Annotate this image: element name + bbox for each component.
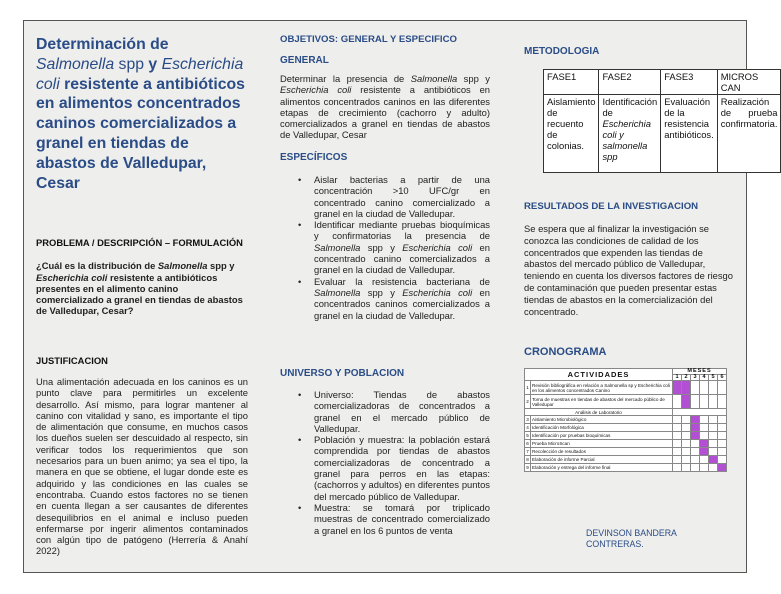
row-number: 8	[526, 457, 529, 463]
schedule-cell	[673, 464, 682, 472]
row-number: 1	[525, 381, 531, 395]
activity-label: Aislamiento Microbiológico	[531, 416, 673, 424]
schedule-cell	[682, 424, 691, 432]
text-italic: Escherichia coli	[36, 271, 108, 283]
section-label: Análisis de Laboratorio	[525, 409, 673, 416]
text: Evaluar la resistencia bacteriana de	[314, 275, 490, 287]
table-row	[525, 440, 727, 448]
text: Identificación de	[602, 96, 658, 118]
month-label: 2	[682, 375, 691, 381]
list-item: • Aislar bacterias a partir de una concentración >10 UFC/gr en concentrado canino comercializado a granel en la ciudad de Valledupar.	[280, 174, 490, 219]
table-header: FASE2	[599, 70, 661, 95]
schedule-cell	[673, 395, 682, 409]
methodology-heading: METODOLOGIA	[524, 46, 600, 57]
row-number: 2	[525, 395, 531, 409]
text: Determinar la presencia de	[280, 73, 411, 84]
title-text: y	[148, 55, 162, 73]
schedule-cell	[709, 448, 718, 456]
schedule-chart	[524, 368, 727, 472]
schedule-cell	[691, 448, 700, 456]
title-text: spp	[114, 55, 149, 73]
table-row	[525, 395, 727, 409]
specific-objectives-list	[280, 174, 490, 321]
table-header: MICROS CAN	[717, 70, 781, 95]
table-cell: Evaluación de la resistencia antibióticos.	[661, 95, 718, 173]
schedule-cell	[700, 432, 709, 440]
row-number: 3	[526, 417, 529, 423]
text: en concentrados caninos comercializados a granel en la ciudad de Valledupar.	[314, 286, 490, 321]
table-row	[525, 424, 727, 432]
schedule-cell	[700, 424, 709, 432]
schedule-bar	[691, 416, 700, 424]
schedule-bar	[709, 456, 718, 464]
justification-text: Una alimentación adecuada en los caninos es un punto clave para permitirles un excelente desarrollo. Así mismo, para lograr mantener al canino con vitalidad y sano, es importante el tipo de alimentación que consume, en muchos casos los dueños suelen ser descuidado al respecto, sin verificar todos los requerimientos que son necesarios para un buen animo; ya sea el tipo, la manera en que se obtiene, el lugar donde este es adquirido y las condiciones en las cuales se encontraba. Cuando estos factores no se tienen en cuenta llegan a ser causantes de diferentes desequilibrios en el animal e incluso pueden enfermarse por ingerir alimentos contaminados con algún tipo de patógeno (Herrería & Anahí 2022)	[36, 376, 248, 557]
justification-heading: JUSTIFICACION	[36, 355, 108, 366]
schedule-cell	[691, 440, 700, 448]
activity-label: Toma de muestras en tiendas de abastos del mercado público de Valledupar	[531, 395, 673, 409]
schedule-cell	[682, 464, 691, 472]
specific-heading: ESPECÍFICOS	[280, 152, 348, 163]
activity-label: Elaboración y entrega del informe final	[531, 464, 673, 472]
schedule-cell	[700, 456, 709, 464]
list-item: • Población y muestra: la población estará comprendida por tiendas de abastos comercializadoras de concentrado a granel para perros en las etapas: (cachorros y adultos) en diferentes puntos del mercado público de Valledupar.	[280, 434, 490, 502]
schedule-table	[524, 368, 727, 472]
schedule-cell	[673, 416, 682, 424]
schedule-cell	[700, 464, 709, 472]
methodology-table	[543, 69, 781, 173]
row-number: 6	[526, 441, 529, 447]
results-heading: RESULTADOS DE LA INVESTIGACION	[524, 201, 699, 212]
schedule-cell	[718, 432, 727, 440]
table-header: FASE1	[544, 70, 599, 95]
author-name: DEVINSON BANDERA CONTRERAS.	[586, 528, 677, 550]
schedule-cell	[709, 440, 718, 448]
table-cell: Realización de prueba confirmatoria.	[717, 95, 781, 173]
justification-section	[36, 355, 248, 557]
schedule-bar	[691, 424, 700, 432]
problem-question	[36, 260, 248, 316]
schedule-cell	[673, 432, 682, 440]
general-heading: GENERAL	[280, 55, 329, 66]
schedule-bar	[682, 381, 691, 395]
section-blank	[673, 409, 727, 416]
poster	[23, 20, 778, 573]
month-label: 4	[700, 375, 709, 381]
list-item: • Muestra: se tomará por triplicado muestras de concentrado comercializado a granel en los 6 puntos de venta	[280, 502, 490, 536]
schedule-cell	[709, 464, 718, 472]
table-row	[525, 416, 727, 424]
poster-title	[36, 35, 251, 193]
schedule-cell	[682, 456, 691, 464]
schedule-cell	[673, 456, 682, 464]
universe-heading: UNIVERSO Y POBLACION	[280, 368, 405, 379]
activity-label: Elaboración de informe Parcial	[531, 456, 673, 464]
universe-list	[280, 389, 490, 536]
schedule-cell	[700, 381, 709, 395]
problem-section	[36, 237, 248, 317]
table-row	[525, 448, 727, 456]
schedule-cell	[682, 432, 691, 440]
list-item	[280, 219, 490, 275]
table-row	[525, 432, 727, 440]
activity-label: Recolección de resultados	[531, 448, 673, 456]
text: spp y	[457, 73, 490, 84]
table-row	[525, 381, 727, 395]
row-number: 7	[526, 449, 529, 455]
text-italic: Escherichia coli	[402, 286, 473, 298]
schedule-cell	[718, 395, 727, 409]
table-header: FASE3	[661, 70, 718, 95]
schedule-cell	[700, 416, 709, 424]
schedule-cell	[718, 440, 727, 448]
schedule-cell	[709, 381, 718, 395]
activity-label: Identificación por pruebas bioquímicas	[531, 432, 673, 440]
schedule-cell	[709, 424, 718, 432]
activities-header: ACTIVIDADES	[525, 369, 673, 381]
table-cell	[599, 95, 661, 173]
table-row	[525, 456, 727, 464]
text-italic: Salmonella	[410, 73, 458, 84]
schedule-bar	[700, 448, 709, 456]
schedule-cell	[682, 448, 691, 456]
text: spp y	[360, 286, 403, 298]
general-objective	[280, 73, 490, 141]
title-text: Determinación de	[36, 36, 169, 53]
activity-label: Revisión bibliográfica en relación a Salmonella sp y Escherichia coli en los alimentos concentrados Canino	[531, 381, 673, 395]
table-row	[525, 464, 727, 472]
row-number: 9	[526, 465, 529, 471]
schedule-cell	[691, 395, 700, 409]
schedule-bar	[700, 440, 709, 448]
schedule-cell	[709, 432, 718, 440]
text-italic: Escherichia coli	[280, 84, 352, 96]
results-text: Se espera que al finalizar la investigación se conozca las condiciones de calidad de los concentrados que expenden las tiendas de abastos del mercado público de Valledupar, teniendo en cuenta los diversos factores de riesgo de contaminación que pueden presentar estas tiendas de abastos en la comercialización del concentrado.	[524, 223, 733, 317]
schedule-cell	[718, 424, 727, 432]
schedule-cell	[673, 440, 682, 448]
schedule-bar	[718, 464, 727, 472]
table-cell: Aislamiento de recuento de colonias.	[544, 95, 599, 173]
text-italic: Escherichia coli y salmonella spp	[602, 118, 651, 162]
text: spp y	[360, 241, 403, 253]
text: ¿Cuál es la distribución de	[36, 260, 158, 272]
schedule-cell	[691, 381, 700, 395]
schedule-heading: CRONOGRAMA	[524, 346, 607, 358]
schedule-cell	[682, 416, 691, 424]
schedule-cell	[673, 424, 682, 432]
list-item: • Universo: Tiendas de abastos comercializadoras de concentrados a granel en el mercado público de Valledupar.	[280, 389, 490, 434]
schedule-cell	[718, 381, 727, 395]
title-italic: Escherichia coli	[36, 55, 244, 93]
text-italic: Salmonella	[314, 286, 361, 298]
section-row	[525, 409, 727, 416]
schedule-cell	[691, 464, 700, 472]
text-italic: Salmonella	[314, 241, 361, 253]
schedule-cell	[709, 395, 718, 409]
schedule-bar	[673, 381, 682, 395]
months-header: MESES	[673, 369, 727, 375]
schedule-cell	[718, 416, 727, 424]
schedule-bar	[691, 432, 700, 440]
title-italic: Salmonella	[36, 55, 115, 73]
schedule-cell	[718, 448, 727, 456]
text: resistente a antibióticos presentes en el alimento canino comercializado a granel en tiendas de abastos de Valledupar, Cesar?	[36, 271, 243, 317]
month-label: 5	[709, 375, 718, 381]
problem-heading: PROBLEMA / DESCRIPCIÓN – FORMULACIÓN	[36, 237, 243, 248]
schedule-cell	[673, 448, 682, 456]
row-number: 5	[526, 433, 529, 439]
text: Identificar mediante pruebas bioquímicas y confirmatorias la presencia de	[314, 219, 490, 242]
list-item	[280, 276, 490, 321]
text-italic: Salmonella	[157, 260, 208, 272]
month-label: 3	[691, 375, 700, 381]
schedule-cell	[691, 456, 700, 464]
schedule-bar	[682, 395, 691, 409]
month-label: 6	[718, 375, 727, 381]
title-text: resistente a antibióticos en alimentos concentrados caninos comercializados a granel en tiendas de abastos de Valledupar, Cesar	[36, 75, 245, 192]
activity-label: Identificación Morfológica	[531, 424, 673, 432]
text: resistente a antibióticos en alimentos concentrados caninos en las diferentes etapas de crecimiento (cachorro y adulto) comercializados a granel en tiendas de abastos de Valledupar, Cesar	[280, 84, 490, 141]
schedule-cell	[718, 456, 727, 464]
objectives-heading: OBJETIVOS: GENERAL Y ESPECIFICO	[280, 34, 457, 45]
text-italic: Escherichia coli	[402, 241, 473, 253]
text: en concentrado canino comercializados a granel en la ciudad de Valledupar.	[314, 241, 490, 276]
row-number: 4	[526, 425, 529, 431]
month-label: 1	[673, 375, 682, 381]
schedule-cell	[700, 395, 709, 409]
schedule-cell	[709, 416, 718, 424]
schedule-cell	[682, 440, 691, 448]
text: spp y	[207, 260, 235, 272]
activity-label: Prueba MicroScan	[531, 440, 673, 448]
